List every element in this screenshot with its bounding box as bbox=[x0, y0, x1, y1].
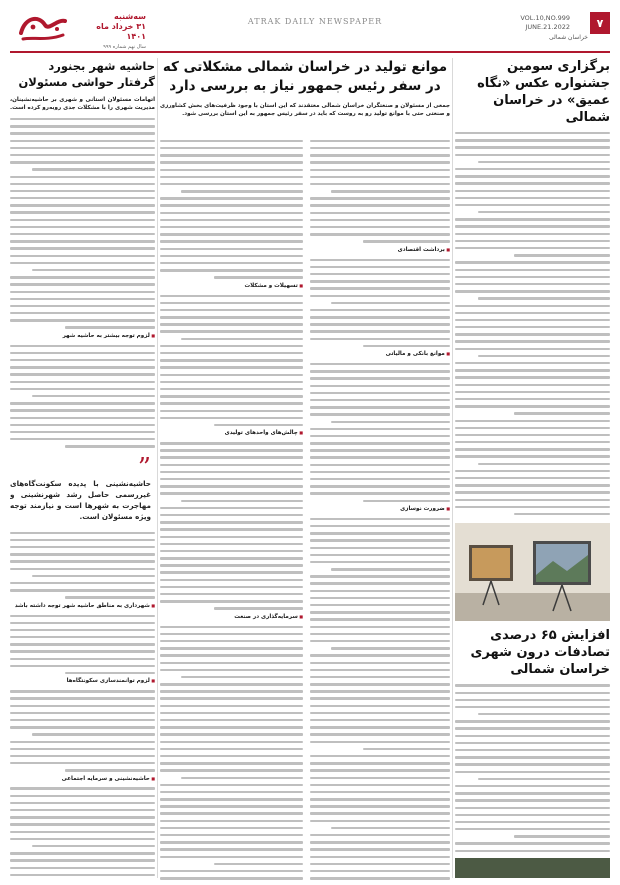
column-divider bbox=[452, 58, 453, 878]
issue-meta: سال نهم شماره ۹۹۹ bbox=[103, 44, 146, 50]
accident-body bbox=[455, 684, 610, 852]
issue-date-text: ۳۱ خرداد ماه ۱۴۰۱ bbox=[96, 22, 146, 41]
main-headline: موانع تولید در خراسان شمالی مشکلاتی که در سفر رئیس جمهور نیاز به بررسی دارد bbox=[162, 59, 448, 94]
suburb-intro: اتهامات مسئولان استانی و شهری بر حاشیه‌نشینان، مدیریت شهری را با مشکلات جدی روبه‌رو کرده است. bbox=[10, 97, 155, 111]
photo-festival-headline: برگزاری سومین جشنواره عکس «نگاه عمیق» در خراسان شمالی bbox=[477, 59, 610, 125]
en-date: JUNE.21.2022 bbox=[525, 23, 570, 31]
subheading: ■ چالش‌های واحدهای تولیدی bbox=[160, 429, 303, 437]
subheading: ■ سرمایه‌گذاری در صنعت bbox=[160, 613, 303, 621]
subheading: ■ تسهیلات و مشکلات bbox=[160, 282, 303, 290]
paper-name: ATRAK DAILY NEWSPAPER bbox=[247, 17, 383, 26]
pull-quote-text: حاشیه‌نشینی با پدیده سکونت‌گاه‌های غیررسمی حاصل رشد شهرنشینی و مهاجرت به شهرها است و نیازمند توجه ویژه مسئولان است. bbox=[10, 478, 151, 521]
issue-day: سه‌شنبه bbox=[114, 12, 146, 21]
subheading: ■ ضرورت نوسازی bbox=[310, 505, 450, 513]
accident-headline: افزایش ۶۵ درصدی تصادفات درون شهری خراسان شمالی bbox=[470, 628, 610, 678]
suburb-headline: حاشیه شهر بجنورد گرفتار حواشی مسئولان bbox=[18, 59, 155, 89]
subheading: ■ حاشیه‌نشینی و سرمایه اجتماعی bbox=[10, 775, 155, 783]
main-lead: جمعی از مسئولان و صنعتگران خراسان شمالی معتقدند که این استان با وجود ظرفیت‌های بخش کشاورزی و صنعتی حتی با موانع تولید رو به روست که باید در سفر رئیس جمهور به این استان بررسی شود. bbox=[160, 103, 450, 117]
issue-en-info bbox=[490, 14, 570, 32]
subheading: ■ برداشت اقتصادی bbox=[310, 246, 450, 254]
main-story-column-2 bbox=[160, 135, 303, 883]
exhibition-photo bbox=[455, 523, 610, 621]
volume: VOL.10,NO.999 bbox=[520, 14, 570, 22]
atrak-logo bbox=[10, 8, 75, 50]
right-column bbox=[455, 58, 610, 878]
section-label: خراسان شمالی bbox=[548, 34, 588, 41]
main-story-header bbox=[160, 58, 450, 118]
left-column bbox=[10, 58, 155, 878]
quote-icon: ” bbox=[137, 452, 151, 483]
masthead bbox=[10, 8, 610, 50]
subheading: ■ لزوم توانمندسازی سکونتگاه‌ها bbox=[10, 677, 155, 685]
subheading: ■ شهرداری به مناطق حاشیه شهر توجه داشته باشد bbox=[10, 602, 155, 610]
subheading: ■ موانع بانکی و مالیاتی bbox=[310, 350, 450, 358]
photo-festival-body bbox=[455, 132, 610, 515]
car-accident-photo bbox=[455, 858, 610, 878]
issue-date bbox=[76, 12, 146, 52]
masthead-rule bbox=[10, 51, 610, 53]
page-number: ۷ bbox=[590, 12, 610, 34]
main-story-column-1 bbox=[310, 135, 450, 883]
pull-quote bbox=[10, 452, 155, 522]
subheading: ■ لزوم توجه بیشتر به حاشیه شهر bbox=[10, 332, 155, 340]
column-divider bbox=[157, 58, 158, 878]
